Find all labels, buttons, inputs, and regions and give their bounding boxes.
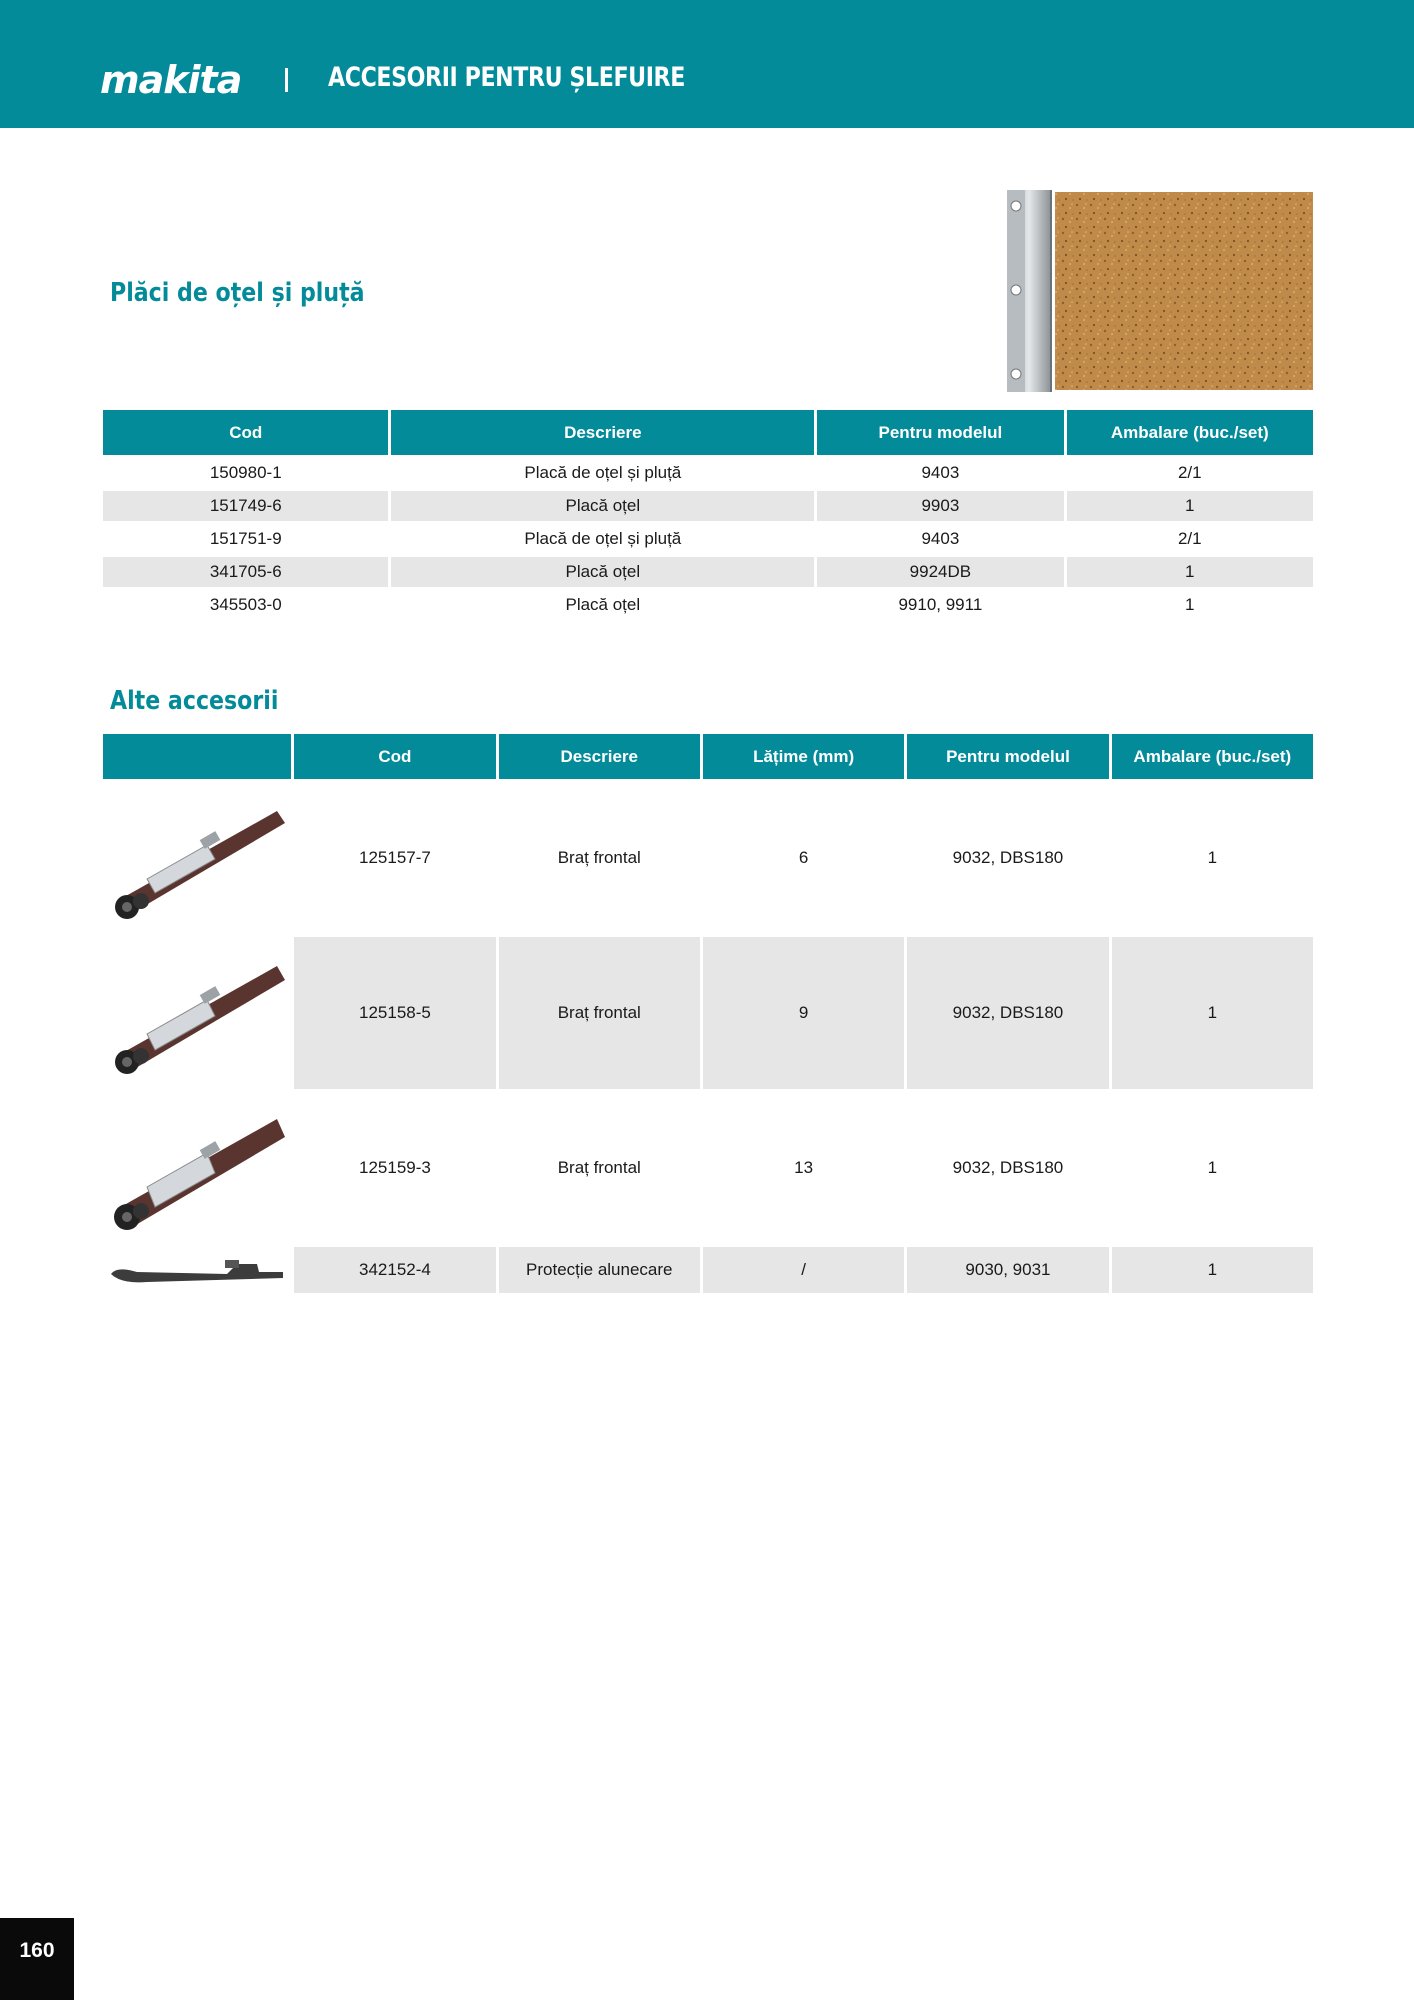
section-title-other-accessories: Alte accesorii [110,686,279,716]
cell-ambalare: 1 [1207,848,1218,867]
page-header [0,0,1414,128]
cell-latime: 9 [703,937,904,1089]
column-header-model: Pentru modelul [817,410,1063,455]
cell-cod: 125159-3 [359,1158,431,1177]
cell-image [103,782,291,934]
steel-cork-plates-table [100,407,1316,623]
column-header-model: Pentru modelul [907,734,1108,779]
cell-latime: / [703,1247,904,1293]
cell-model: 9032, DBS180 [907,937,1108,1089]
cell-cod: 151751-9 [209,529,282,548]
cell-cod: 125157-7 [359,848,431,867]
table-row [103,1092,1313,1244]
cell-cod: 150980-1 [209,463,282,482]
column-header-descriere: Descriere [391,410,814,455]
header-divider [285,68,288,92]
cell-image [103,1092,291,1244]
table-row [103,1247,1313,1293]
section-title-steel-cork: Plăci de oțel și pluță [110,278,365,308]
cell-ambalare: 2/1 [1177,529,1202,548]
cell-model: 9032, DBS180 [952,848,1064,867]
cell-image [103,1247,291,1293]
cell-cod: 342152-4 [294,1247,495,1293]
cell-cod: 151749-6 [103,491,388,521]
page-number: 160 [0,1918,74,2000]
cell-descriere: Placă oțel [391,491,814,521]
table-row [103,491,1313,521]
cell-ambalare: 1 [1067,491,1313,521]
cell-descriere: Braț frontal [557,1158,641,1177]
front-arm-image [107,1101,287,1235]
column-header-ambalare: Ambalare (buc./set) [1067,410,1313,455]
other-accessories-table [100,731,1316,1296]
column-header-cod: Cod [103,410,388,455]
cell-model: 9910, 9911 [898,595,983,614]
cell-descriere: Placă de oțel și pluță [524,463,682,482]
cell-model: 9403 [921,463,960,482]
cell-ambalare: 2/1 [1177,463,1202,482]
cell-ambalare: 1 [1207,1158,1218,1177]
cell-latime: 13 [794,1158,814,1177]
column-header-ambalare: Ambalare (buc./set) [1112,734,1313,779]
table-row [103,557,1313,587]
cell-ambalare: 1 [1067,557,1313,587]
cell-model: 9924DB [817,557,1063,587]
table-row [103,937,1313,1089]
cell-model: 9030, 9031 [907,1247,1108,1293]
cell-ambalare: 1 [1185,595,1195,614]
cell-descriere: Braț frontal [557,848,641,867]
steel-cork-plate-image [1005,188,1315,394]
cell-descriere: Braț frontal [499,937,700,1089]
cell-descriere: Placă oțel [391,557,814,587]
page-title: ACCESORII PENTRU ȘLEFUIRE [328,62,685,93]
cell-ambalare: 1 [1112,937,1313,1089]
column-header-cod: Cod [294,734,495,779]
table-row [103,590,1313,620]
table-header-row [103,734,1313,779]
column-header-latime: Lățime (mm) [703,734,904,779]
cell-image [103,937,291,1089]
cell-model: 9032, DBS180 [952,1158,1064,1177]
cell-descriere: Protecție alunecare [499,1247,700,1293]
anti-slip-guard-image [107,1252,287,1288]
makita-logo: makita [100,58,242,102]
table-row [103,524,1313,554]
table-row [103,458,1313,488]
cell-model: 9403 [921,529,960,548]
cell-ambalare: 1 [1112,1247,1313,1293]
cell-cod: 125158-5 [294,937,495,1089]
cell-cod: 341705-6 [103,557,388,587]
cell-descriere: Placă de oțel și pluță [524,529,682,548]
cell-cod: 345503-0 [209,595,282,614]
cell-descriere: Placă oțel [565,595,641,614]
cell-latime: 6 [798,848,809,867]
cell-model: 9903 [817,491,1063,521]
front-arm-image [107,791,287,925]
column-header-descriere: Descriere [499,734,700,779]
front-arm-image [107,946,287,1080]
table-row [103,782,1313,934]
table-header-row [103,410,1313,455]
column-header-image [103,734,291,779]
